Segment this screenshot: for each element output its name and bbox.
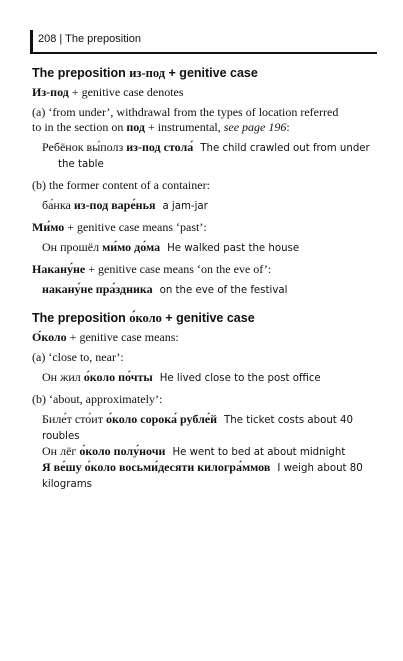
intro-rest: + genitive case denotes [68, 85, 184, 99]
example [42, 240, 382, 256]
definition-b: (b) the former content of a container: [32, 178, 210, 192]
example-english: The ticket costs about 40 [224, 415, 353, 426]
example-russian-bold: о́коло по́чты [83, 370, 153, 384]
example-russian: Он жил [42, 370, 84, 384]
example [42, 140, 382, 172]
example-english: The child crawled out from under [200, 143, 370, 154]
intro-rest: + genitive case means: [66, 330, 179, 344]
header-bar [30, 30, 33, 53]
intro-bold: Из-под [32, 85, 69, 99]
page-header [30, 30, 377, 54]
example-russian: ба́нка [42, 198, 74, 212]
example-russian-bold: о́коло восьми́десяти килогра́ммов [84, 460, 271, 474]
example-english-cont: kilograms [42, 479, 92, 490]
definition-bold: под [126, 120, 145, 134]
page-title: 208 | The preposition [38, 33, 141, 45]
example-english: a jam-jar [162, 201, 208, 212]
intro-paragraph [32, 330, 382, 345]
example [42, 198, 382, 214]
example-russian-bold: о́коло полу́ночи [79, 444, 166, 458]
example-english: He walked past the house [167, 243, 300, 254]
main-content [32, 66, 382, 498]
example-russian: Он прошёл [42, 240, 103, 254]
example-russian: Ребёнок вы́полз [42, 140, 127, 154]
heading-suffix: + genitive case [168, 66, 258, 80]
heading-suffix: + genitive case [165, 311, 255, 325]
intro-rest: + genitive case means ‘past’: [64, 220, 207, 234]
example [42, 370, 382, 386]
example-russian: Биле́т сто́ит [42, 412, 106, 426]
header-rule [30, 52, 377, 54]
intro-rest: + genitive case means ‘on the eve of’: [85, 262, 272, 276]
example-russian-bold: из-под стола́ [126, 140, 194, 154]
definition-line: + instrumental, [144, 120, 224, 134]
example-english: on the eve of the festival [159, 285, 288, 296]
example-english: I weigh about 80 [277, 463, 363, 474]
heading-prefix: The preposition [32, 311, 126, 325]
example-english: He went to bed at about midnight [172, 447, 346, 458]
example-russian-bold: накану́не пра́здника [42, 282, 153, 296]
intro-bold: О́коло [32, 330, 67, 344]
page-reference: see page 196 [223, 120, 287, 134]
example-russian-bold: ми́мо до́ма [102, 240, 161, 254]
example-english-cont: the table [58, 159, 104, 170]
nakanune-paragraph [32, 262, 382, 277]
example-english-cont: roubles [42, 431, 80, 442]
heading-preposition: о́коло [129, 311, 162, 325]
intro-bold: Ми́мо [32, 220, 65, 234]
definition-a [32, 105, 382, 135]
mimo-paragraph [32, 220, 382, 235]
example-russian-bold: Я ве́шу [42, 460, 85, 474]
intro-paragraph [32, 85, 382, 100]
example [42, 412, 382, 492]
section-heading-iz-pod [32, 66, 382, 81]
definition-b: (b) ‘about, approximately’: [32, 392, 163, 406]
heading-prefix: The preposition [32, 66, 126, 80]
intro-bold: Накану́не [32, 262, 86, 276]
definition-a: (a) ‘close to, near’: [32, 350, 124, 364]
definition-line: to in the section on [32, 120, 127, 134]
example [42, 282, 382, 298]
heading-preposition: из-под [129, 66, 166, 80]
example-english: He lived close to the post office [159, 373, 321, 384]
example-russian-bold: из-под варе́нья [73, 198, 156, 212]
section-heading-okolo [32, 311, 382, 326]
definition-line: (a) ‘from under’, withdrawal from the types of location referred [32, 105, 339, 119]
definition-line: : [286, 120, 290, 134]
example-russian: Он лёг [42, 444, 80, 458]
example-russian-bold: о́коло сорока́ рубле́й [105, 412, 218, 426]
